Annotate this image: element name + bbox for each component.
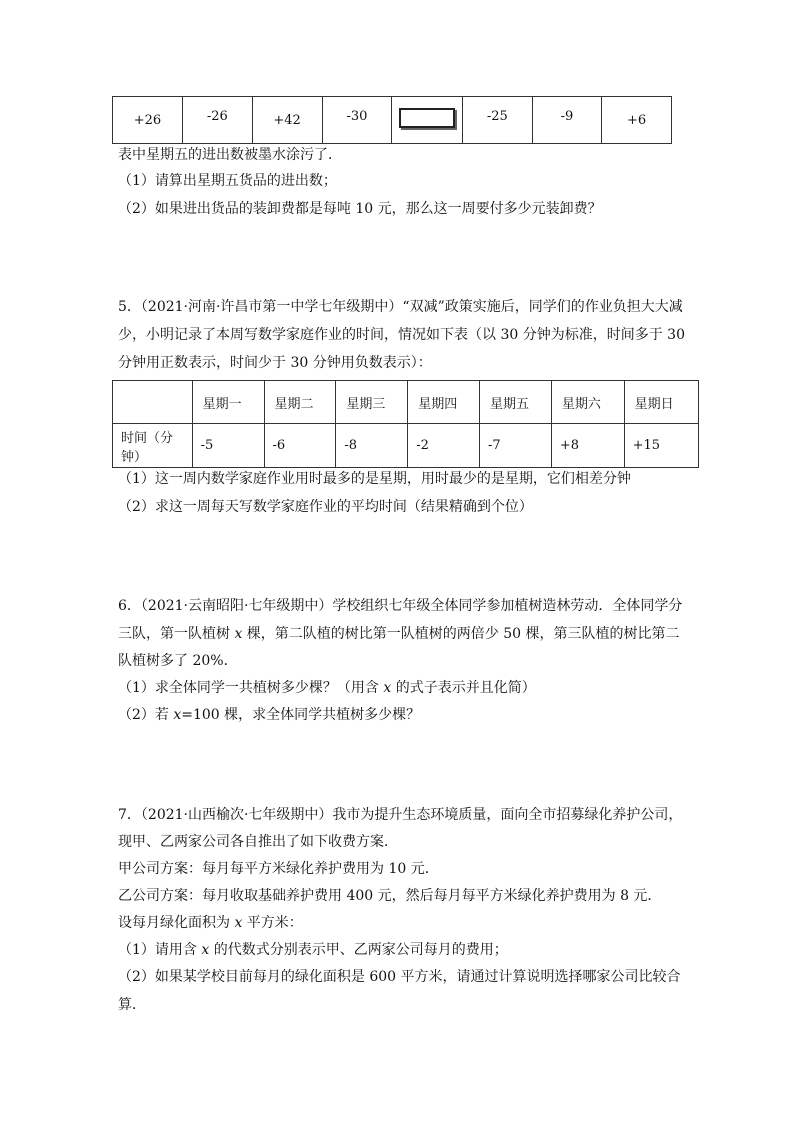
- table-cell: -30: [322, 97, 392, 144]
- variable-x: x: [173, 707, 182, 723]
- ink-blot: [399, 108, 455, 128]
- variable-x: x: [234, 915, 243, 931]
- table-header-cell: 星期四: [408, 381, 480, 424]
- table-cell: -6: [264, 424, 336, 468]
- q4-sub2: （2）如果进出货品的装卸费都是每吨 10 元，那么这一周要付多少元装卸费？: [118, 201, 602, 217]
- q5-line2: 少，小明记录了本周写数学家庭作业的时间，情况如下表（以 30 分钟为标准，时间多于 30: [118, 327, 685, 343]
- q7-line5: 设每月绿化面积为 x 平方米：: [118, 915, 303, 931]
- q7-line3: 甲公司方案：每月每平方米绿化养护费用为 10 元．: [118, 861, 439, 877]
- q6-sub1: （1）求全体同学一共植树多少棵？（用含 x 的式子表示并且化简）: [118, 680, 536, 696]
- table-cell: +15: [624, 424, 698, 468]
- table-header-cell: 星期二: [264, 381, 336, 424]
- q5-sub2: （2）求这一周每天写数学家庭作业的平均时间（结果精确到个位）: [118, 499, 533, 515]
- q7-sub1: （1）请用含 x 的代数式分别表示甲、乙两家公司每月的费用；: [118, 942, 508, 958]
- table-cell: -25: [462, 97, 532, 144]
- table-header-cell: 星期六: [551, 381, 624, 424]
- table-row: [113, 424, 699, 468]
- table-cell: -7: [480, 424, 552, 468]
- q5-sub1: （1）这一周内数学家庭作业用时最多的是星期，用时最少的是星期，它们相差分钟: [118, 471, 631, 487]
- table-header-cell: [113, 381, 193, 424]
- table-cell: +42: [252, 97, 322, 144]
- table-cell: -8: [336, 424, 408, 468]
- table-row: [113, 97, 672, 144]
- table-cell: -9: [532, 97, 602, 144]
- table-header-cell: 星期日: [624, 381, 698, 424]
- q7-sub2-cont: 算．: [118, 997, 146, 1013]
- table-header-cell: 星期五: [480, 381, 552, 424]
- q5-line3: 分钟用正数表示，时间少于 30 分钟用负数表示）：: [118, 355, 432, 371]
- ink-smudged-cell: [392, 97, 463, 144]
- shipment-table: [112, 96, 672, 144]
- q5-line1: 5．（2021·河南·许昌市第一中学七年级期中）“双减”政策实施后，同学们的作业负担大大减: [118, 299, 683, 315]
- q7-line4: 乙公司方案：每月收取基础养护费用 400 元，然后每月每平方米绿化养护费用为 8 元．: [118, 888, 662, 904]
- table-cell: -2: [408, 424, 480, 468]
- table-header-cell: 星期一: [192, 381, 264, 424]
- variable-x: x: [234, 626, 243, 642]
- variable-x: x: [201, 942, 210, 958]
- table-cell: -26: [182, 97, 252, 144]
- table-row-label: 时间（分钟）: [113, 424, 193, 468]
- table-header-cell: 星期三: [336, 381, 408, 424]
- q7-line1: 7．（2021·山西榆次·七年级期中）我市为提升生态环境质量，面向全市招募绿化养护公司，: [118, 807, 683, 823]
- q6-line3: 队植树多了 20%．: [118, 653, 238, 669]
- q6-sub2: （2）若 x=100 棵，求全体同学共植树多少棵？: [118, 707, 421, 723]
- variable-x: x: [383, 680, 392, 696]
- q7-line2: 现甲、乙两家公司各自推出了如下收费方案．: [118, 834, 398, 850]
- q4-note: 表中星期五的进出数被墨水涂污了．: [118, 147, 342, 163]
- q7-sub2: （2）如果某学校目前每月的绿化面积是 600 平方米，请通过计算说明选择哪家公司比较合: [118, 969, 681, 985]
- homework-time-table: [112, 380, 699, 468]
- table-header-row: [113, 381, 699, 424]
- q6-line2: 三队，第一队植树 x 棵，第二队植的树比第一队植树的两倍少 50 棵，第三队植的树比第二: [118, 626, 680, 642]
- q6-line1: 6．（2021·云南昭阳·七年级期中）学校组织七年级全体同学参加植树造林劳动．全体同学分: [118, 598, 683, 614]
- q4-sub1: （1）请算出星期五货品的进出数；: [118, 173, 337, 189]
- table-cell: +8: [551, 424, 624, 468]
- table-cell: -5: [192, 424, 264, 468]
- table-cell: +6: [602, 97, 672, 144]
- table-cell: +26: [113, 97, 183, 144]
